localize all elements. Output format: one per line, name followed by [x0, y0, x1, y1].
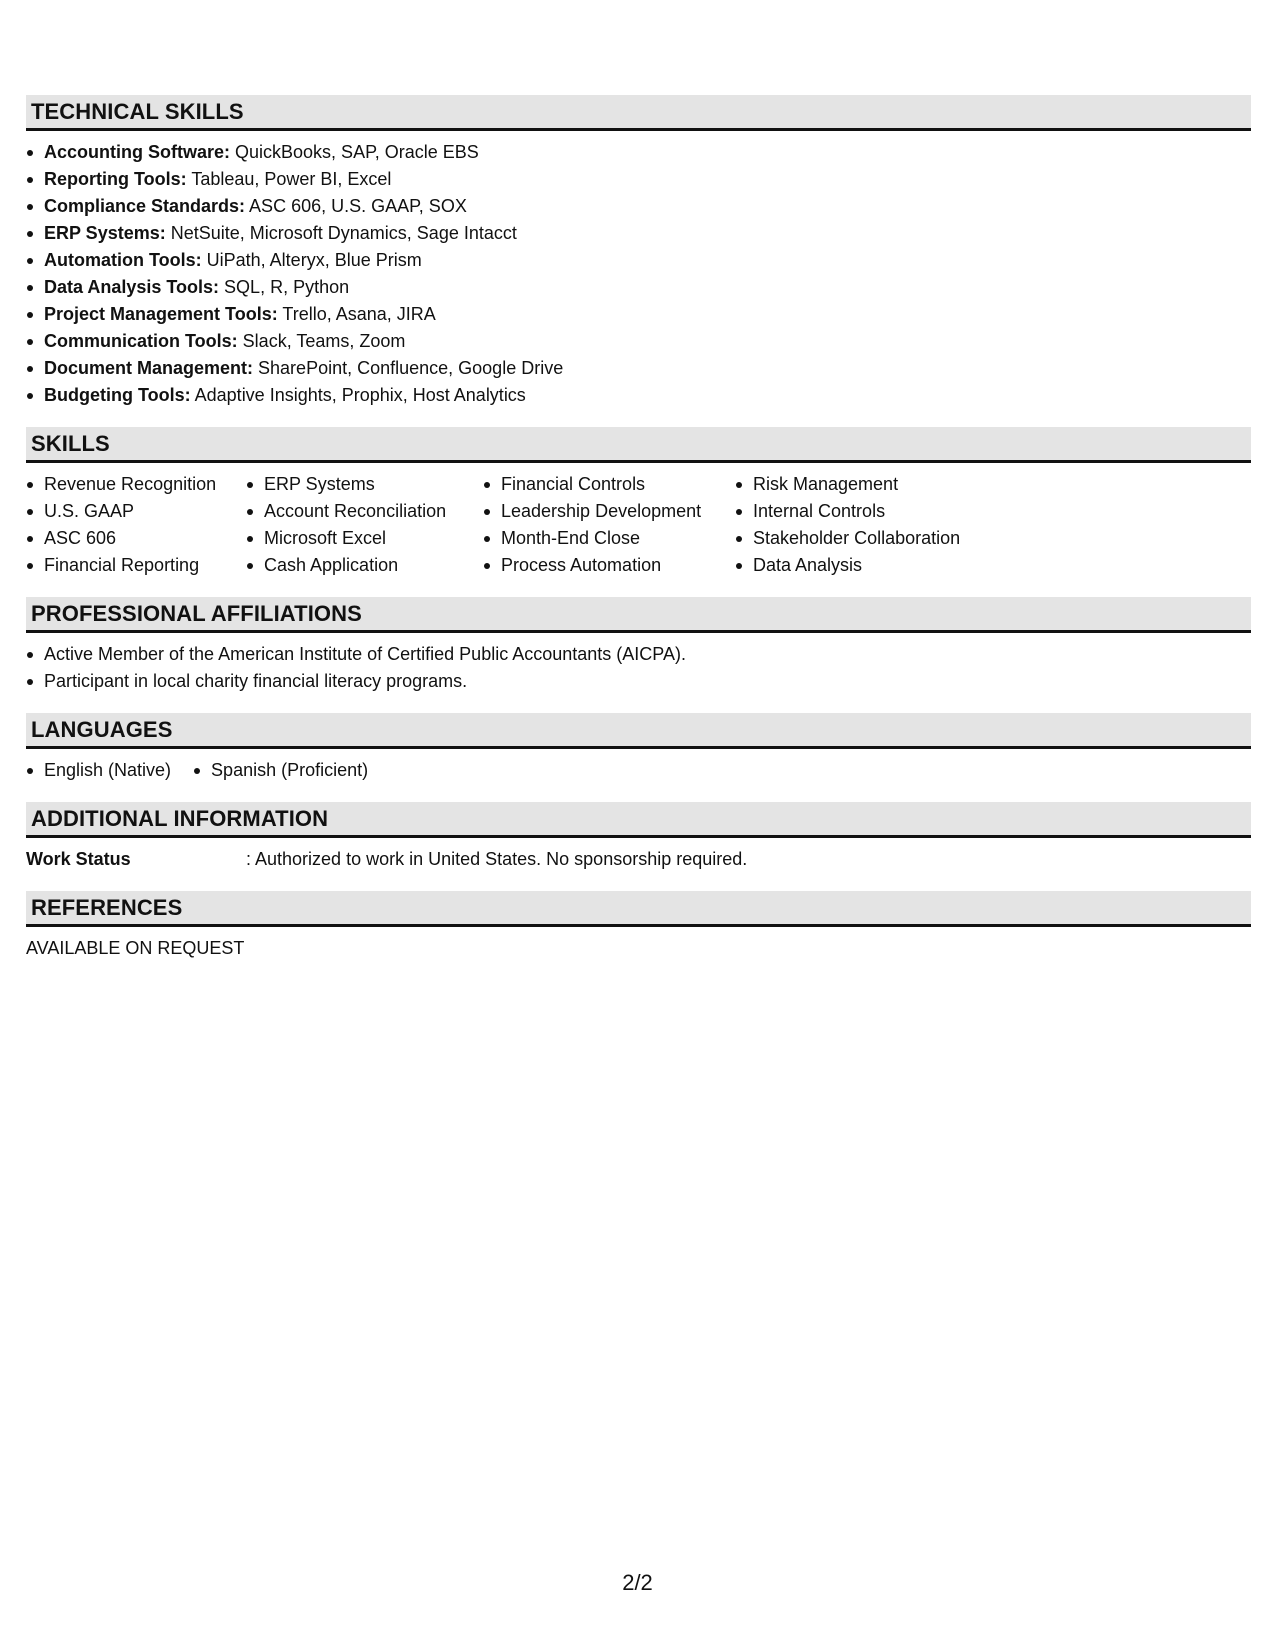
- list-item: Leadership Development: [483, 498, 735, 525]
- skill-category-value: SharePoint, Confluence, Google Drive: [253, 358, 564, 378]
- list-item: Month-End Close: [483, 525, 735, 552]
- skill-category-label: Accounting Software:: [44, 142, 231, 162]
- technical-skills-section: [26, 95, 1251, 409]
- skills-section: [26, 427, 1251, 579]
- work-status-row: [26, 846, 1251, 873]
- section-title-skills: SKILLS: [26, 427, 1251, 463]
- list-item: [26, 328, 1251, 355]
- list-item: Cash Application: [246, 552, 483, 579]
- skill-category-value: Adaptive Insights, Prophix, Host Analytics: [190, 385, 526, 405]
- section-title-references: REFERENCES: [26, 891, 1251, 927]
- skill-category-label: Compliance Standards:: [44, 196, 246, 216]
- list-item: [26, 139, 1251, 166]
- languages-section: [26, 713, 1251, 784]
- work-status-label: Work Status: [26, 849, 131, 869]
- skill-category-label: ERP Systems:: [44, 223, 166, 243]
- skill-category-value: NetSuite, Microsoft Dynamics, Sage Intacct: [165, 223, 517, 243]
- list-item: [26, 355, 1251, 382]
- list-item: Internal Controls: [735, 498, 995, 525]
- list-item: [26, 274, 1251, 301]
- skill-category-label: Data Analysis Tools:: [44, 277, 220, 297]
- skills-column: [26, 471, 246, 579]
- resume-page: [26, 95, 1251, 980]
- list-item: Financial Reporting: [26, 552, 246, 579]
- list-item: English (Native): [26, 757, 171, 784]
- list-item: Revenue Recognition: [26, 471, 246, 498]
- section-title-affiliations: PROFESSIONAL AFFILIATIONS: [26, 597, 1251, 633]
- references-section: [26, 891, 1251, 962]
- list-item: U.S. GAAP: [26, 498, 246, 525]
- additional-info-section: [26, 802, 1251, 873]
- skill-category-value: Slack, Teams, Zoom: [237, 331, 406, 351]
- skill-category-label: Document Management:: [44, 358, 254, 378]
- skills-column: [246, 471, 483, 579]
- skill-category-value: Tableau, Power BI, Excel: [186, 169, 392, 189]
- skills-column: [483, 471, 735, 579]
- list-item: Financial Controls: [483, 471, 735, 498]
- skill-category-label: Reporting Tools:: [44, 169, 187, 189]
- list-item: [26, 247, 1251, 274]
- skill-category-value: QuickBooks, SAP, Oracle EBS: [230, 142, 479, 162]
- skills-column: [735, 471, 995, 579]
- work-status-value: : Authorized to work in United States. No sponsorship required.: [246, 849, 748, 869]
- list-item: ERP Systems: [246, 471, 483, 498]
- skill-category-label: Project Management Tools:: [44, 304, 278, 324]
- list-item: Process Automation: [483, 552, 735, 579]
- references-text: AVAILABLE ON REQUEST: [26, 938, 245, 958]
- list-item: Risk Management: [735, 471, 995, 498]
- skill-category-label: Budgeting Tools:: [44, 385, 191, 405]
- list-item: Data Analysis: [735, 552, 995, 579]
- list-item: [26, 166, 1251, 193]
- list-item: Active Member of the American Institute of Certified Public Accountants (AICPA).: [26, 641, 1251, 668]
- skill-category-label: Automation Tools:: [44, 250, 202, 270]
- skill-category-value: Trello, Asana, JIRA: [277, 304, 436, 324]
- list-item: [26, 193, 1251, 220]
- technical-skills-list: [26, 139, 1251, 409]
- skill-category-label: Communication Tools:: [44, 331, 238, 351]
- list-item: ASC 606: [26, 525, 246, 552]
- list-item: Microsoft Excel: [246, 525, 483, 552]
- list-item: [26, 382, 1251, 409]
- section-title-languages: LANGUAGES: [26, 713, 1251, 749]
- section-title-additional-info: ADDITIONAL INFORMATION: [26, 802, 1251, 838]
- skill-category-value: ASC 606, U.S. GAAP, SOX: [245, 196, 467, 216]
- page-number: 2/2: [622, 1570, 653, 1595]
- list-item: Spanish (Proficient): [193, 757, 368, 784]
- list-item: Stakeholder Collaboration: [735, 525, 995, 552]
- skill-category-value: SQL, R, Python: [219, 277, 350, 297]
- section-title-technical-skills: TECHNICAL SKILLS: [26, 95, 1251, 131]
- skills-grid: [26, 471, 1251, 579]
- languages-list: [26, 757, 1251, 784]
- skill-category-value: UiPath, Alteryx, Blue Prism: [201, 250, 422, 270]
- list-item: Participant in local charity financial literacy programs.: [26, 668, 1251, 695]
- affiliations-section: [26, 597, 1251, 695]
- affiliations-list: [26, 641, 1251, 695]
- list-item: [26, 220, 1251, 247]
- list-item: [26, 301, 1251, 328]
- list-item: Account Reconciliation: [246, 498, 483, 525]
